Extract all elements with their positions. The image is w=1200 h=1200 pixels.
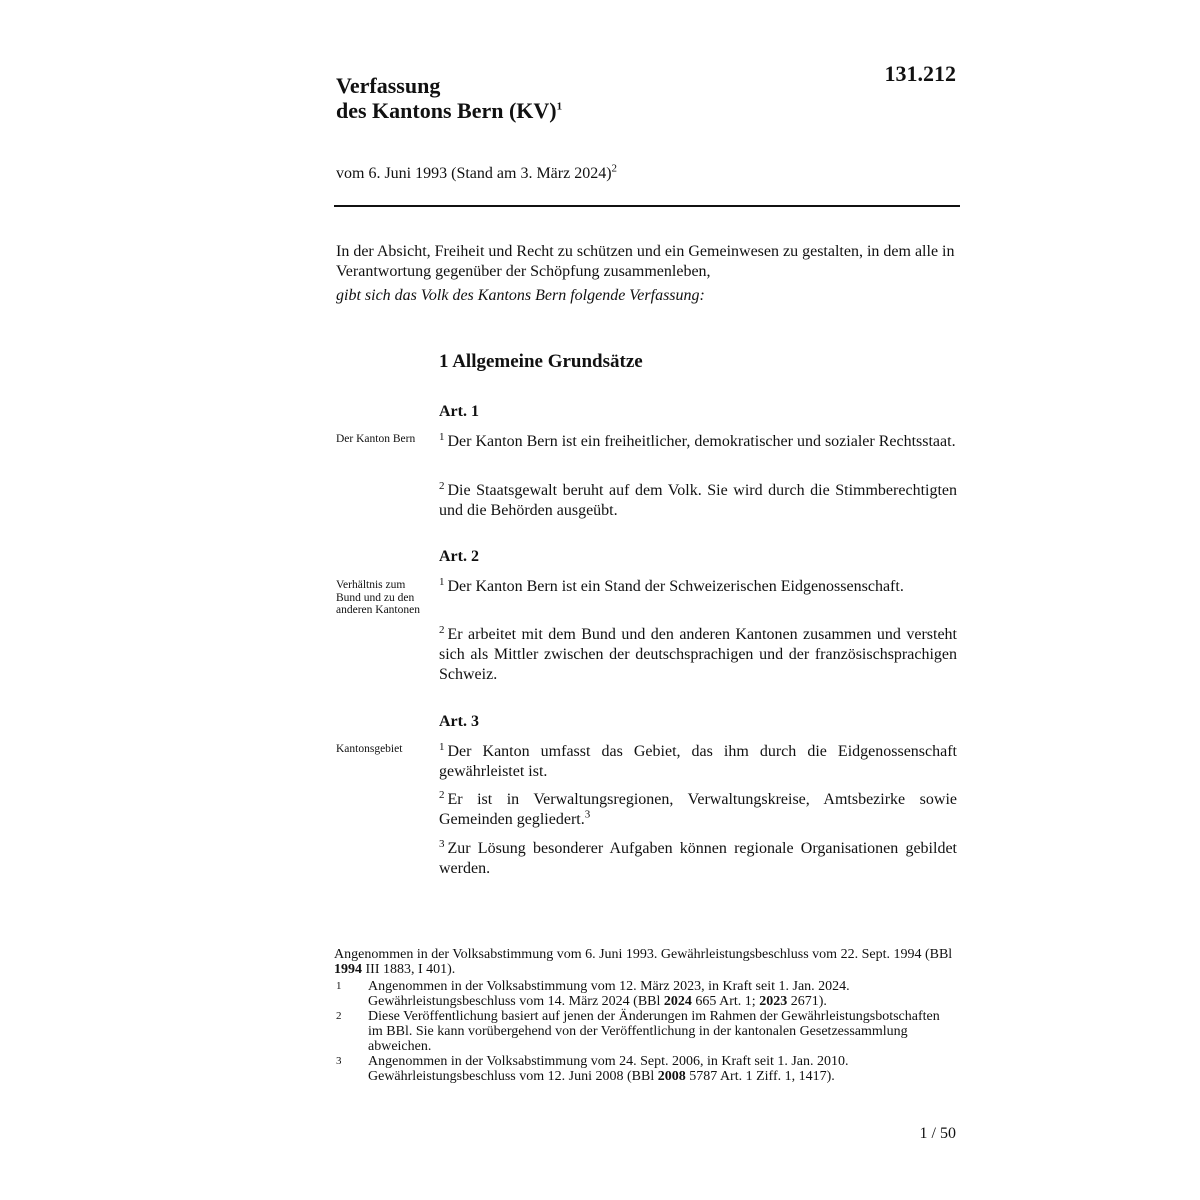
article-1-margin-note: Der Kanton Bern [336,433,416,445]
preamble [336,242,958,306]
footnote-text-part: 2671). [787,994,827,1009]
document-number: 131.212 [884,61,956,86]
footnote-1 [334,979,956,1009]
paragraph-number: 1 [439,740,445,753]
article-2-margin-note: Verhältnis zum Bund und zu den anderen Kantonen [336,579,420,616]
footnote-ref-3[interactable]: 3 [584,808,591,821]
footnote-text-part: 5787 Art. 1 Ziff. 1, 1417). [685,1069,835,1084]
preamble-italic: gibt sich das Volk des Kantons Bern folgende Verfassung: [336,287,705,304]
footnote-text-part: 665 Art. 1; [691,994,760,1009]
paragraph-text: Der Kanton Bern ist ein freiheitlicher, demokratischer und sozialer Rechtsstaat. [447,433,956,450]
footnote-text [368,979,956,1009]
article-1-paragraph-2 [439,481,957,521]
footnote-bold: 2024 [663,994,692,1009]
article-3-heading: Art. 3 [439,713,479,730]
footnote-2 [334,1009,956,1054]
paragraph-number: 2 [439,788,445,801]
page-current: 1 [919,1125,928,1142]
footnotes [334,947,956,1084]
title-line-2 [336,98,562,123]
footnote-text-part: Angenommen in der Volksabstimmung vom 12. März 2023, in Kraft seit 1. Jan. 2024. Gewährleistungsbeschluss vom 14. März 2024 (BBl [368,979,850,1009]
paragraph-text: Zur Lösung besonderer Aufgaben können regionale Organisationen gebildet werden. [439,840,957,877]
preamble-text: In der Absicht, Freiheit und Recht zu schützen und ein Gemeinwesen zu gestalten, in dem alle in Verantwortung gegenüber der Schöpfung zusammenleben, [336,243,955,280]
footnote-bold: 2008 [657,1069,686,1084]
footnote-number: 1 [336,980,342,992]
article-2-paragraph-1 [439,577,957,597]
paragraph-number: 2 [439,479,445,492]
paragraph-number: 1 [439,430,445,443]
footnote-bold: 2023 [759,994,788,1009]
page-number [920,1125,956,1143]
paragraph-number: 1 [439,575,445,588]
article-3-margin-note: Kantonsgebiet [336,743,403,755]
date-line [336,162,618,183]
footnote-number: 3 [336,1055,342,1067]
paragraph-text: Der Kanton Bern ist ein Stand der Schweizerischen Eidgenossenschaft. [447,578,904,595]
paragraph-number: 2 [439,623,445,636]
footnote-text-part: Angenommen in der Volksabstimmung vom 24. Sept. 2006, in Kraft seit 1. Jan. 2010. Gewährleistungsbeschluss vom 12. Juni 2008 (BBl [368,1054,849,1084]
paragraph-text: Er arbeitet mit dem Bund und den anderen Kantonen zusammen und versteht sich als Mittler zwischen der deutschsprachigen und der französischsprachigen Schweiz. [439,626,957,683]
footnote-intro-text-end: III 1883, I 401). [362,962,456,977]
article-2-heading: Art. 2 [439,548,479,565]
paragraph-text: Er ist in Verwaltungsregionen, Verwaltungskreise, Amtsbezirke sowie Gemeinden gegliedert. [439,791,957,828]
title-line-1: Verfassung [336,73,441,98]
title-line-2-text: des Kantons Bern (KV) [336,98,557,123]
date-text: vom 6. Juni 1993 (Stand am 3. März 2024) [336,165,612,182]
footnote-intro-text: Angenommen in der Volksabstimmung vom 6. Juni 1993. Gewährleistungsbeschluss vom 22. Sept. 1994 (BBl [334,947,953,962]
page-total: 50 [940,1125,956,1142]
footnote-intro-bold: 1994 [334,962,362,977]
header-rule [334,205,960,207]
paragraph-number: 3 [439,837,445,850]
paragraph-text: Die Staatsgewalt beruht auf dem Volk. Sie wird durch die Stimmberechtigten und die Behörden ausgeübt. [439,482,957,519]
paragraph-text: Der Kanton umfasst das Gebiet, das ihm durch die Eidgenossenschaft gewährleistet ist. [439,743,957,780]
footnote-text [368,1054,956,1084]
section-heading: 1 Allgemeine Grundsätze [439,351,643,372]
footnote-number: 2 [336,1010,342,1022]
document-title [336,73,562,123]
footnote-text: Diese Veröffentlichung basiert auf jenen der Änderungen im Rahmen der Gewährleistungsbotschaften im BBl. Sie kann vorübergehend von der Veröffentlichung in der kantonalen Gesetzessammlung abweichen. [368,1009,940,1054]
article-3-paragraph-1 [439,742,957,782]
article-1-paragraph-1 [439,432,957,452]
article-3-paragraph-3 [439,839,957,879]
footnote-3 [334,1054,956,1084]
title-footnote-ref[interactable]: 1 [556,100,563,113]
page-separator: / [931,1125,936,1142]
date-footnote-ref[interactable]: 2 [611,162,618,175]
footnote-intro [334,947,956,977]
article-3-paragraph-2 [439,790,957,830]
article-1-heading: Art. 1 [439,403,479,420]
article-2-paragraph-2 [439,625,957,685]
